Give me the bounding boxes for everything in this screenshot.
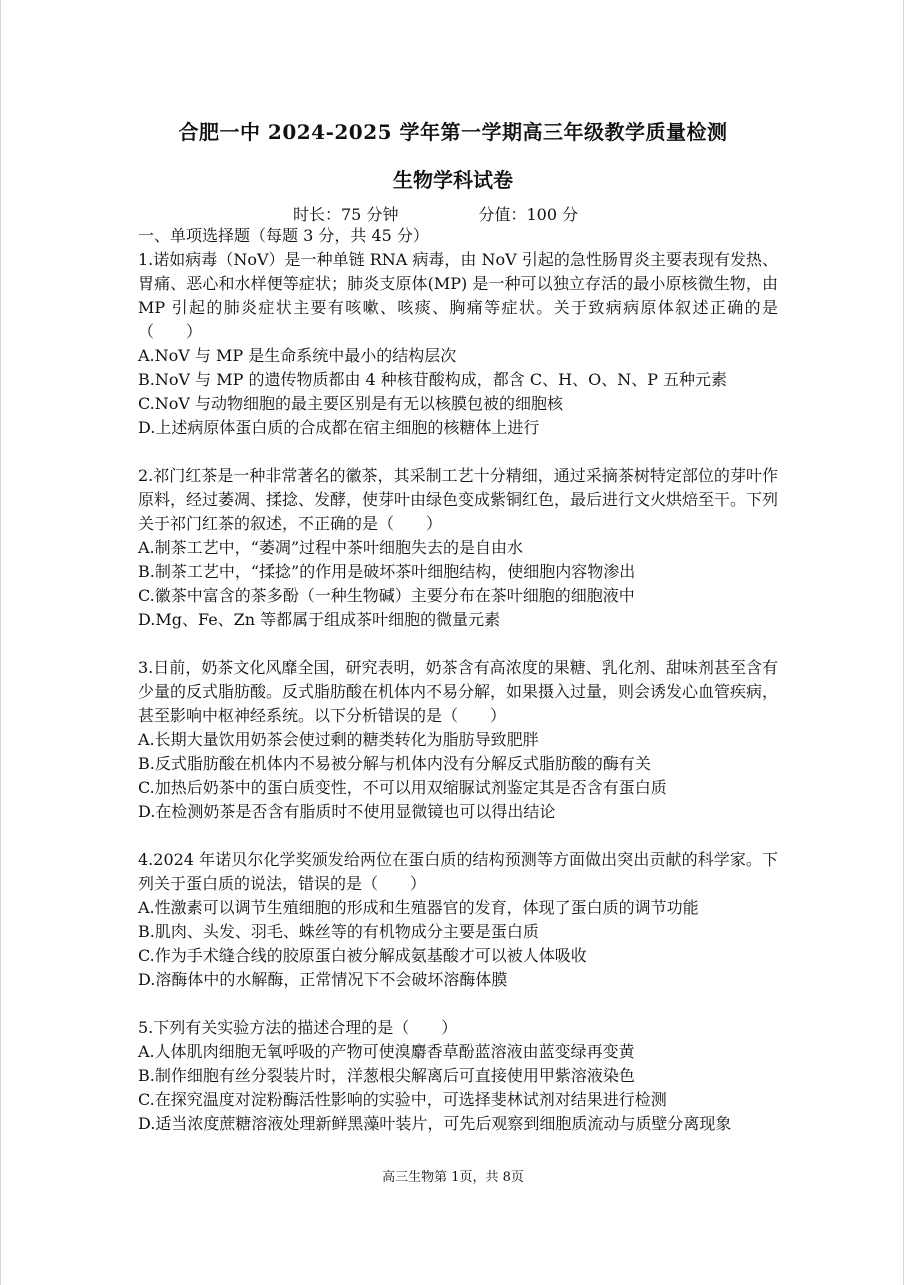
question-3 <box>138 656 778 824</box>
option-a: A.长期大量饮用奶茶会使过剩的糖类转化为脂肪导致肥胖 <box>138 730 539 749</box>
page-footer: 高三生物第 1页，共 8页 <box>382 1170 524 1185</box>
option-b: B.反式脂肪酸在机体内不易被分解与机体内没有分解反式脂肪酸的酶有关 <box>138 754 651 773</box>
question-5 <box>138 1016 778 1136</box>
option-c: C.NoV 与动物细胞的最主要区别是有无以核膜包被的细胞核 <box>138 394 564 413</box>
question-stem: 5.下列有关实验方法的描述合理的是（ ） <box>138 1018 458 1037</box>
option-d: D.适当浓度蔗糖溶液处理新鲜黑藻叶装片，可先后观察到细胞质流动与质壁分离现象 <box>138 1114 732 1133</box>
question-stem: 1.诺如病毒（NoV）是一种单链 RNA 病毒，由 NoV 引起的急性肠胃炎主要表现有发热、胃痛、恶心和水样便等症状；肺炎支原体(MP) 是一种可以独立存活的最小原核微生物，由 MP 引起的肺炎症状主要有咳嗽、咳痰、胸痛等症状。关于致病病原体叙述正确的是（ ） <box>138 250 778 341</box>
option-b: B.制作细胞有丝分裂装片时，洋葱根尖解离后可直接使用甲紫溶液染色 <box>138 1066 635 1085</box>
option-d: D.上述病原体蛋白质的合成都在宿主细胞的核糖体上进行 <box>138 418 540 437</box>
question-stem: 2.祁门红茶是一种非常著名的徽茶，其采制工艺十分精细，通过采摘茶树特定部位的芽叶作原料，经过萎凋、揉捻、发酵，使芽叶由绿色变成紫铜红色，最后进行文火烘焙至干。下列关于祁门红茶的叙述，不正确的是（ ） <box>138 466 779 533</box>
exam-meta <box>293 202 693 225</box>
exam-content <box>138 224 778 1160</box>
option-b: B.NoV 与 MP 的遗传物质都由 4 种核苷酸构成，都含 C、H、O、N、P 五种元素 <box>138 370 728 389</box>
question-2 <box>138 464 778 632</box>
option-c: C.在探究温度对淀粉酶活性影响的实验中，可选择斐林试剂对结果进行检测 <box>138 1090 667 1109</box>
option-d: D.在检测奶茶是否含有脂质时不使用显微镜也可以得出结论 <box>138 802 556 821</box>
exam-subtitle: 生物学科试卷 <box>393 168 513 192</box>
option-d: D.Mg、Fe、Zn 等都属于组成茶叶细胞的微量元素 <box>138 610 501 629</box>
option-c: C.作为手术缝合线的胶原蛋白被分解成氨基酸才可以被人体吸收 <box>138 946 587 965</box>
exam-title: 合肥一中 2024-2025 学年第一学期高三年级教学质量检测 <box>178 120 728 144</box>
option-a: A.性激素可以调节生殖细胞的形成和生殖器官的发育，体现了蛋白质的调节功能 <box>138 898 699 917</box>
question-4 <box>138 848 778 992</box>
question-stem: 3.日前，奶茶文化风靡全国，研究表明，奶茶含有高浓度的果糖、乳化剂、甜味剂甚至含有少量的反式脂肪酸。反式脂肪酸在机体内不易分解，如果摄入过量，则会诱发心血管疾病，甚至影响中枢神经系统。以下分析错误的是（ ） <box>138 658 779 725</box>
option-a: A.NoV 与 MP 是生命系统中最小的结构层次 <box>138 346 457 365</box>
question-1 <box>138 248 778 440</box>
option-d: D.溶酶体中的水解酶，正常情况下不会破坏溶酶体膜 <box>138 970 508 989</box>
option-a: A.制茶工艺中，“萎凋”过程中茶叶细胞失去的是自由水 <box>138 538 524 557</box>
section-heading: 一、单项选择题（每题 3 分，共 45 分） <box>138 226 429 245</box>
option-b: B.制茶工艺中，“揉捻”的作用是破坏茶叶细胞结构，使细胞内容物渗出 <box>138 562 636 581</box>
score-text: 分值：100 分 <box>478 205 579 224</box>
option-a: A.人体肌肉细胞无氧呼吸的产物可使溴麝香草酚蓝溶液由蓝变绿再变黄 <box>138 1042 635 1061</box>
option-c: C.徽茶中富含的茶多酚（一种生物碱）主要分布在茶叶细胞的细胞液中 <box>138 586 635 605</box>
question-stem: 4.2024 年诺贝尔化学奖颁发给两位在蛋白质的结构预测等方面做出突出贡献的科学家。下列关于蛋白质的说法，错误的是（ ） <box>138 850 778 893</box>
option-c: C.加热后奶茶中的蛋白质变性，不可以用双缩脲试剂鉴定其是否含有蛋白质 <box>138 778 667 797</box>
option-b: B.肌肉、头发、羽毛、蛛丝等的有机物成分主要是蛋白质 <box>138 922 539 941</box>
duration-text: 时长：75 分钟 <box>293 205 399 224</box>
